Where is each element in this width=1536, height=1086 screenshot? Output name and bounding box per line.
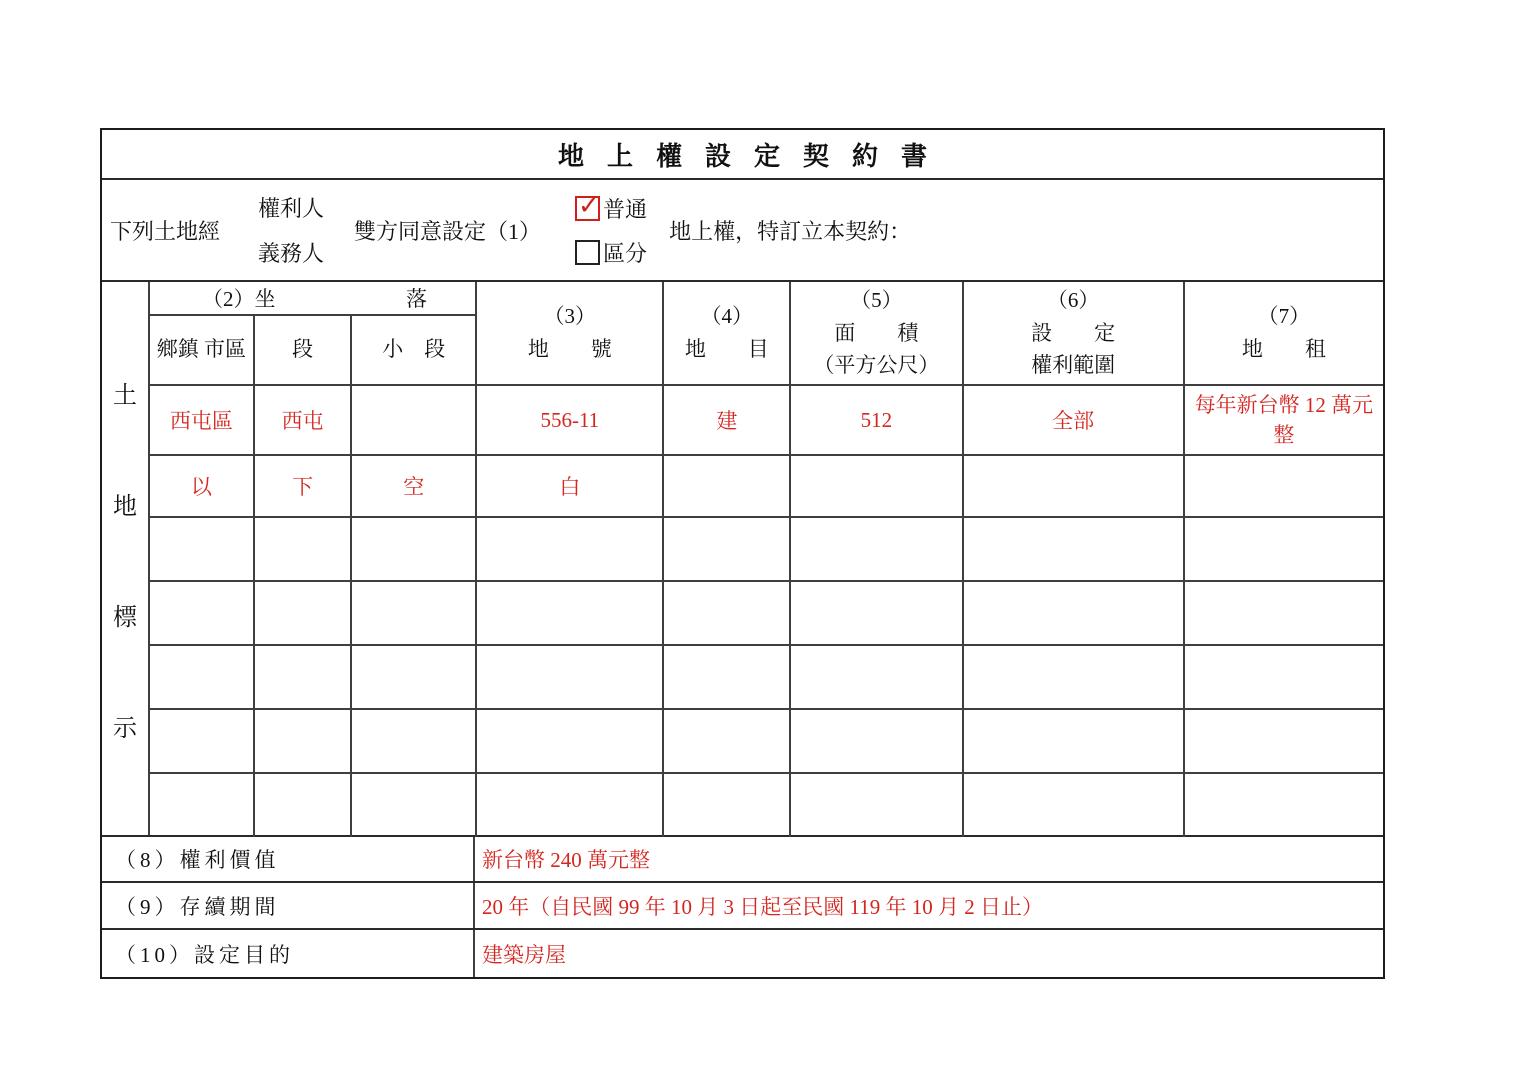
purpose-label: （10）設定目的: [102, 930, 475, 977]
empty-cell: [351, 517, 476, 581]
right-value-label: （8）權利價值: [102, 837, 475, 881]
superficies-type-options: [575, 193, 647, 268]
row-purpose: [102, 928, 1383, 977]
intro-prefix-text: 下列土地經: [110, 218, 221, 244]
header-location-left: （2）坐: [202, 287, 276, 311]
subheader-subsection: 小 段: [351, 315, 476, 385]
empty-cell: [790, 709, 962, 773]
land-grid-body: [150, 282, 1383, 837]
header-location-right: 落: [406, 287, 428, 311]
sectional-option-label: 區分: [603, 240, 648, 266]
purpose-text: 建築房屋: [482, 942, 566, 967]
cell-land-category: [663, 455, 790, 517]
empty-cell: [351, 773, 476, 837]
empty-cell: [476, 773, 663, 837]
empty-cell: [663, 773, 790, 837]
empty-cell: [790, 517, 962, 581]
document-title-row: [102, 130, 1383, 180]
option-sectional: [575, 237, 647, 268]
empty-cell: [1184, 517, 1383, 581]
side-label-char: 示: [113, 715, 137, 742]
empty-cell: [254, 517, 352, 581]
land-description-grid: [102, 280, 1383, 835]
empty-cell: [476, 581, 663, 645]
side-label-char: 土: [113, 382, 137, 409]
empty-cell: [254, 709, 352, 773]
contract-document: [100, 128, 1385, 979]
empty-cell: [1184, 581, 1383, 645]
cell-land-category: 建: [663, 385, 790, 455]
empty-cell: [963, 581, 1184, 645]
right-value-text: 新台幣 240 萬元整: [482, 848, 650, 872]
empty-cell: [1184, 645, 1383, 709]
cell-section: 西屯: [254, 385, 352, 455]
header-land-category: （4） 地 目: [663, 282, 790, 385]
land-description-side-label: [102, 282, 150, 835]
cell-subsection: 空: [351, 455, 476, 517]
sectional-checkbox[interactable]: [575, 240, 600, 265]
document-title: 地上權設定契約書: [557, 141, 950, 171]
cell-parcel-number: 白: [476, 455, 663, 517]
empty-cell: [790, 645, 962, 709]
cell-parcel-number: 556-11: [476, 385, 663, 455]
empty-cell: [351, 709, 476, 773]
header-right-scope: （6） 設 定 權利範圍: [963, 282, 1184, 385]
empty-cell: [963, 709, 1184, 773]
party-obligee-label: 權利人: [258, 196, 325, 221]
table-row-empty: [150, 709, 1383, 773]
table-row-empty: [150, 517, 1383, 581]
row-right-value: [102, 835, 1383, 881]
table-row-empty: [150, 581, 1383, 645]
empty-cell: [963, 773, 1184, 837]
empty-cell: [1184, 709, 1383, 773]
empty-cell: [1184, 773, 1383, 837]
empty-cell: [963, 645, 1184, 709]
empty-cell: [963, 517, 1184, 581]
party-obligor-label: 義務人: [258, 241, 325, 266]
table-row-empty: [150, 645, 1383, 709]
cell-subsection: [351, 385, 476, 455]
header-area: （5） 面 積 （平方公尺）: [790, 282, 962, 385]
empty-cell: [351, 581, 476, 645]
cell-township: 以: [150, 455, 254, 517]
empty-cell: [663, 581, 790, 645]
option-ordinary: [575, 193, 647, 224]
empty-cell: [150, 645, 254, 709]
table-row-empty: [150, 773, 1383, 837]
intro-row: [102, 180, 1383, 280]
empty-cell: [150, 709, 254, 773]
empty-cell: [790, 773, 962, 837]
empty-cell: [476, 645, 663, 709]
cell-right-scope: 全部: [963, 385, 1184, 455]
empty-cell: [351, 645, 476, 709]
cell-township: 西屯區: [150, 385, 254, 455]
land-table: [150, 282, 1383, 837]
header-location: [150, 282, 476, 315]
duration-text: 20 年（自民國 99 年 10 月 3 日起至民國 119 年 10 月 2 日止）: [482, 894, 1043, 919]
side-label-char: 地: [113, 493, 137, 520]
duration-label: （9）存續期間: [102, 883, 475, 928]
cell-land-rent: 每年新台幣 12 萬元整: [1184, 385, 1383, 455]
side-label-char: 標: [113, 604, 137, 631]
empty-cell: [150, 581, 254, 645]
cell-area: 512: [790, 385, 962, 455]
empty-cell: [150, 773, 254, 837]
empty-cell: [254, 645, 352, 709]
ordinary-option-label: 普通: [603, 196, 648, 222]
cell-section: 下: [254, 455, 352, 517]
row-duration: [102, 881, 1383, 928]
empty-cell: [254, 581, 352, 645]
empty-cell: [663, 645, 790, 709]
empty-cell: [254, 773, 352, 837]
intro-middle-text: 雙方同意設定（1）: [354, 218, 542, 244]
empty-cell: [663, 709, 790, 773]
empty-cell: [476, 709, 663, 773]
party-stack: [258, 192, 324, 268]
intro-suffix-text: 地上權，特訂立本契約：: [669, 218, 912, 244]
ordinary-checkbox[interactable]: [575, 196, 600, 221]
table-row: [150, 455, 1383, 517]
empty-cell: [476, 517, 663, 581]
empty-cell: [790, 581, 962, 645]
cell-land-rent: [1184, 455, 1383, 517]
cell-right-scope: [963, 455, 1184, 517]
empty-cell: [150, 517, 254, 581]
cell-area: [790, 455, 962, 517]
empty-cell: [663, 517, 790, 581]
header-row-1: [150, 282, 1383, 315]
header-land-rent: （7） 地 租: [1184, 282, 1383, 385]
table-row: [150, 385, 1383, 455]
subheader-section: 段: [254, 315, 352, 385]
header-parcel-number: （3） 地 號: [476, 282, 663, 385]
subheader-township: 鄉鎮 市區: [150, 315, 254, 385]
